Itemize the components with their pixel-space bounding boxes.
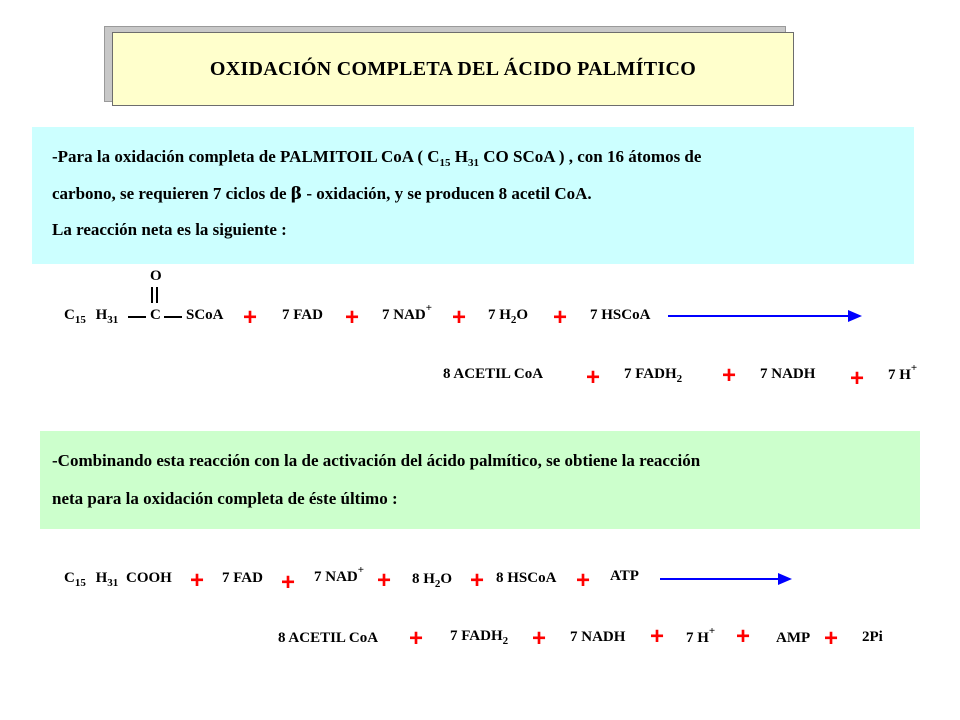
r1-plus-2: + (345, 304, 360, 331)
r1-plus-3: + (452, 304, 467, 331)
r2-atp: ATP (610, 568, 639, 584)
intro-line-3: La reacción neta es la siguiente : (52, 220, 287, 239)
r1-carbonyl-c: C (150, 307, 161, 323)
r2-plus-6: + (409, 625, 424, 652)
combine-line-1: -Combinando esta reacción con la de activación del ácido palmítico, se obtiene la reacción (52, 451, 701, 470)
r1-h: 7 H+ (888, 362, 918, 383)
intro-panel (32, 127, 914, 264)
r2-plus-2: + (281, 569, 296, 596)
r2-water: 8 $H_2O$ (412, 571, 453, 590)
r1-plus-5: + (586, 364, 601, 391)
r2-plus-9: + (736, 623, 751, 650)
r1-water: 7 $H_2O$ (488, 307, 529, 326)
r1-reaction-arrow (668, 308, 864, 324)
r1-bond-right (164, 316, 182, 318)
r1-plus-6: + (722, 362, 737, 389)
r2-plus-7: + (532, 625, 547, 652)
r2-fadh: 7 $FADH_2$ (450, 628, 509, 647)
r2-h: 7 H+ (686, 625, 716, 646)
r1-carbonyl-o: O (150, 268, 162, 284)
page-title (112, 32, 794, 106)
r2-nadh: 7 NADH (570, 629, 626, 645)
r1-double-bond-a (151, 287, 153, 303)
r2-plus-3: + (377, 567, 392, 594)
r2-nad: 7 NAD+ (314, 564, 365, 585)
intro-line-1: -Para la oxidación completa de PALMITOIL CoA ( $C_{15}$ $H_{31}$ CO SCoA ) , con 16 átomos de (52, 147, 702, 169)
r2-plus-4: + (470, 567, 485, 594)
r2-plus-1: + (190, 567, 205, 594)
r1-hscoa: 7 HSCoA (590, 307, 651, 323)
r1-plus-7: + (850, 365, 865, 392)
r2-plus-8: + (650, 623, 665, 650)
page-title-text: OXIDACIÓN COMPLETA DEL ÁCIDO PALMÍTICO (209, 57, 697, 80)
r2-plus-5: + (576, 567, 591, 594)
r1-palmitoyl: $C_{15}$ $H_{31}$ (64, 307, 119, 326)
r1-plus-1: + (243, 304, 258, 331)
r1-fadh: 7 $FADH_2$ (624, 366, 683, 385)
intro-line-2: carbono, se requieren 7 ciclos de β - oxidación, y se producen 8 acetil CoA. (52, 184, 592, 204)
r2-plus-10: + (824, 625, 839, 652)
r2-acetil: 8 ACETIL CoA (278, 630, 379, 646)
r2-pi: 2Pi (862, 629, 883, 645)
r1-nadh: 7 NADH (760, 366, 816, 382)
combine-panel (40, 431, 920, 529)
r2-hscoa: 8 HSCoA (496, 570, 557, 586)
r1-double-bond-b (156, 287, 158, 303)
r1-nad: 7 NAD+ (382, 302, 433, 323)
r2-reaction-arrow (660, 571, 794, 587)
r1-plus-4: + (553, 304, 568, 331)
beta-symbol: β (290, 184, 303, 204)
r2-amp: AMP (776, 630, 811, 646)
r1-scoa: SCoA (186, 307, 224, 323)
r1-fad: 7 FAD (282, 307, 323, 323)
combine-line-2: neta para la oxidación completa de éste último : (52, 489, 398, 508)
r2-fad: 7 FAD (222, 570, 263, 586)
r2-palmitic-acid: $C_{15}$ $H_{31}$ COOH (64, 570, 172, 589)
r1-acetil: 8 ACETIL CoA (443, 366, 544, 382)
r1-bond-left (128, 316, 146, 318)
